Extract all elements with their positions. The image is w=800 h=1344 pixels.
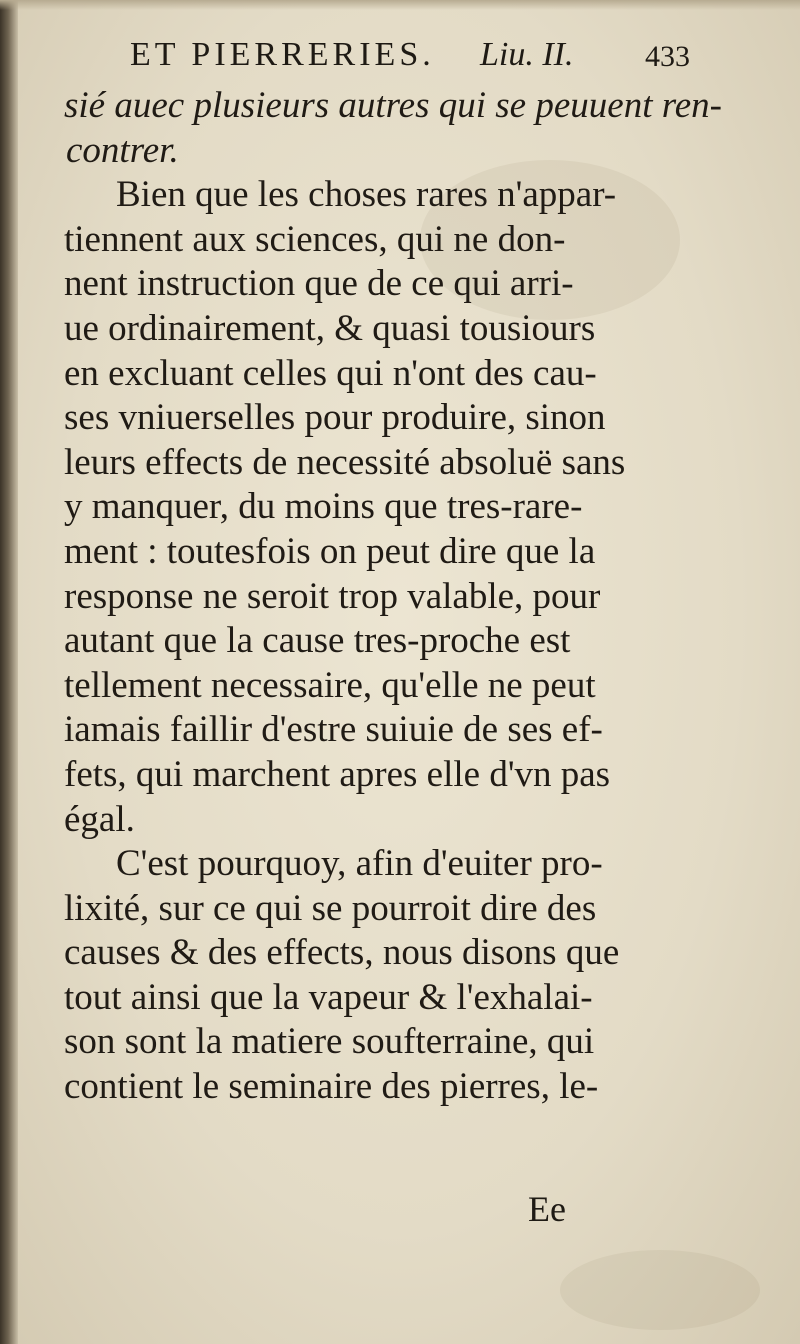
text-line: fets, qui marchent apres elle d'vn pas <box>64 753 611 795</box>
text-line: lixité, sur ce qui se pourroit dire des <box>64 887 597 929</box>
text-line: tellement necessaire, qu'elle ne peut <box>64 664 596 706</box>
text-line: autant que la cause tres-proche est <box>64 620 571 662</box>
text-line: sié auec plusieurs autres qui se peuuent ren- <box>64 85 722 126</box>
text-line: nent instruction que de ce qui arri- <box>64 263 574 305</box>
text-line: égal. <box>64 798 135 840</box>
text-line: contrer. <box>66 129 179 171</box>
text-line: y manquer, du moins que tres-rare- <box>64 486 583 528</box>
page-top-edge <box>0 0 800 10</box>
text-line: ue ordinairement, & quasi tousiours <box>64 307 596 349</box>
text-line: Bien que les choses rares n'appar- <box>116 174 617 216</box>
text-line: ment : toutesfois on peut dire que la <box>64 530 596 572</box>
running-head-title: ET PIERRERIES. <box>130 36 435 73</box>
text-line: ses vniuerselles pour produire, sinon <box>64 397 606 439</box>
text-line: son sont la matiere soufterraine, qui <box>64 1021 595 1063</box>
page-number: 433 <box>645 40 690 73</box>
running-header <box>130 28 690 82</box>
catchword: Ee <box>528 1189 566 1229</box>
text-line: tout ainsi que la vapeur & l'exhalai- <box>64 976 593 1018</box>
page-gutter <box>0 0 18 1344</box>
paper-stain <box>560 1250 760 1330</box>
text-line: C'est pourquoy, afin d'euiter pro- <box>116 843 603 885</box>
text-line: leurs effects de necessité absoluë sans <box>64 441 626 483</box>
text-line: causes & des effects, nous disons que <box>64 932 620 974</box>
text-line: contient le seminaire des pierres, le- <box>64 1066 599 1108</box>
text-line: en excluant celles qui n'ont des cau- <box>64 352 597 394</box>
body-text <box>64 84 722 1110</box>
text-line: tiennent aux sciences, qui ne don- <box>64 218 566 260</box>
book-label: Liu. II. <box>480 36 574 73</box>
text-line: iamais faillir d'estre suiuie de ses ef- <box>64 709 603 751</box>
text-line: response ne seroit trop valable, pour <box>64 575 601 617</box>
